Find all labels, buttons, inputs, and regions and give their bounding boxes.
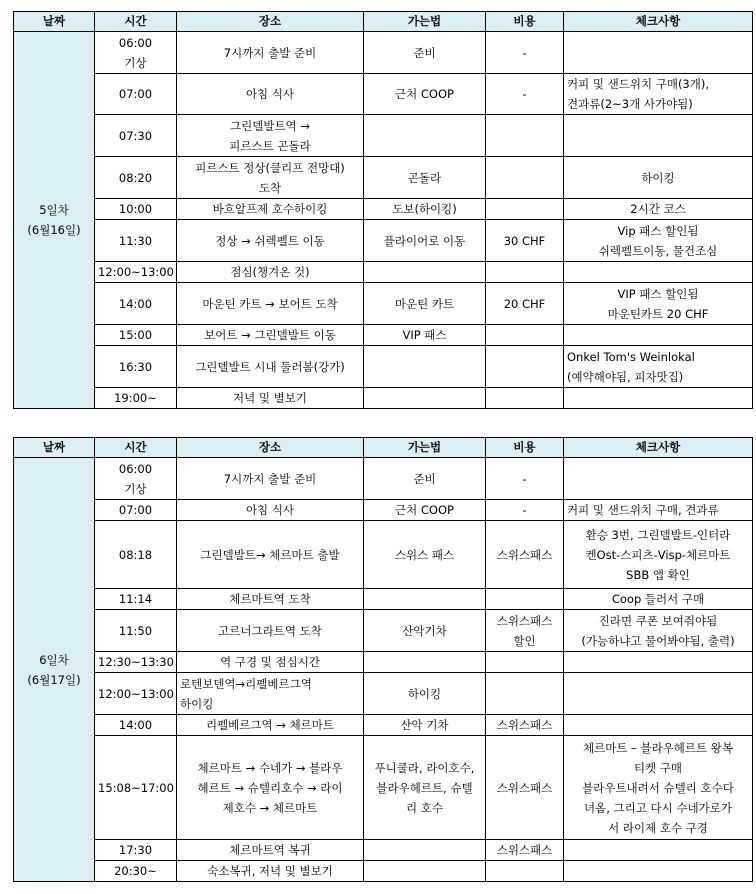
time-cell — [95, 388, 177, 409]
check-cell — [564, 262, 753, 283]
cost-cell — [486, 115, 564, 157]
table-row — [14, 610, 753, 652]
time-cell — [95, 115, 177, 157]
cell-text: 쉬렉펠트이동, 물건조심 — [598, 243, 718, 258]
cost-cell — [486, 325, 564, 346]
cell-text: Coop 들러서 구매 — [611, 592, 705, 606]
cell-text: 아침 식사 — [245, 87, 295, 101]
check-cell — [564, 220, 753, 262]
cell-text: - — [522, 45, 527, 60]
cost-cell — [486, 589, 564, 610]
time-cell — [95, 840, 177, 861]
time-cell — [95, 861, 177, 882]
cell-text: 스위스패스 — [496, 547, 553, 562]
cost-cell — [486, 74, 564, 115]
header-check: 체크사항 — [564, 438, 753, 458]
cell-text: 켄Ost-스피츠-Visp-체르마트 — [585, 547, 731, 562]
cost-cell — [486, 610, 564, 652]
schedule-table-day6 — [13, 437, 753, 882]
check-cell — [564, 500, 753, 521]
time-cell — [95, 262, 177, 283]
place-cell — [177, 32, 364, 74]
cell-text: 티켓 구매 — [633, 760, 683, 775]
how-cell — [364, 199, 486, 220]
place-cell — [177, 325, 364, 346]
cell-text: 15:08~17:00 — [98, 780, 174, 795]
cell-text: 11:50 — [118, 623, 153, 638]
cell-text: 2시간 코스 — [630, 202, 686, 216]
cell-text: 14:00 — [118, 296, 153, 311]
time-cell — [95, 589, 177, 610]
time-cell — [95, 610, 177, 652]
cell-text: 곤돌라 — [407, 170, 442, 185]
cost-cell — [486, 715, 564, 736]
place-cell — [177, 715, 364, 736]
check-cell — [564, 325, 753, 346]
place-cell — [177, 736, 364, 840]
table-row — [14, 220, 753, 262]
day-cell — [14, 32, 95, 409]
cell-text: 16:30 — [118, 359, 153, 374]
cell-text: 체르마트 – 블라우헤르트 왕복 — [582, 740, 734, 755]
cost-cell — [486, 521, 564, 589]
cell-text: Vip 패스 할인됨 — [617, 223, 699, 238]
cost-cell — [486, 32, 564, 74]
cell-text: 14:00 — [118, 718, 153, 732]
cost-cell — [486, 500, 564, 521]
time-cell — [95, 157, 177, 199]
how-cell — [364, 500, 486, 521]
place-cell — [177, 346, 364, 388]
check-cell — [564, 458, 753, 500]
time-cell — [95, 458, 177, 500]
how-cell — [364, 736, 486, 840]
cell-text: 스위스패스 — [496, 780, 553, 795]
how-cell — [364, 589, 486, 610]
cell-text: 로텐보덴역→리펠베르그역 — [180, 676, 312, 691]
time-cell — [95, 283, 177, 325]
cost-cell — [486, 199, 564, 220]
table-row — [14, 262, 753, 283]
cell-text: (6월16일) — [27, 223, 81, 237]
cell-text: 11:14 — [118, 592, 153, 606]
how-cell — [364, 715, 486, 736]
cell-text: 블라우헤르트, 슈텔 — [376, 780, 473, 795]
cell-text: 리펠베르그역 → 체르마트 — [205, 718, 335, 732]
table-row — [14, 861, 753, 882]
cell-text: 플라이어로 이동 — [383, 233, 466, 248]
cell-text: 근처 COOP — [395, 87, 454, 101]
time-cell — [95, 736, 177, 840]
cost-cell — [486, 652, 564, 673]
table-header-row — [14, 12, 753, 32]
cost-cell — [486, 840, 564, 861]
cost-cell — [486, 861, 564, 882]
how-cell — [364, 458, 486, 500]
cell-text: 06:00 — [118, 35, 153, 50]
cell-text: - — [522, 87, 527, 101]
table-row — [14, 652, 753, 673]
check-cell — [564, 199, 753, 220]
time-cell — [95, 74, 177, 115]
cell-text: VIP 패스 — [402, 328, 447, 342]
place-cell — [177, 220, 364, 262]
cell-text: 숙소복귀, 저녁 및 별보기 — [207, 864, 333, 878]
cell-text: 준비 — [413, 471, 436, 486]
cell-text: 커피 및 샌드위치 구매(3개), — [567, 77, 710, 91]
cell-text: 17:30 — [118, 843, 153, 857]
table-row — [14, 840, 753, 861]
table-row — [14, 715, 753, 736]
cell-text: 점심(챙겨온 것) — [230, 265, 310, 279]
cell-text: 체르마트 → 수네가 → 블라우 — [197, 760, 343, 775]
check-cell — [564, 673, 753, 715]
time-cell — [95, 199, 177, 220]
cell-text: 블라우트내려서 슈텔리 호수다 — [582, 780, 734, 795]
place-cell — [177, 652, 364, 673]
table-row — [14, 589, 753, 610]
place-cell — [177, 115, 364, 157]
cell-text: 헤르트 → 슈텔리호수 → 라이 — [197, 780, 343, 795]
check-cell — [564, 346, 753, 388]
cell-text: 07:00 — [118, 87, 153, 101]
cell-text: 근처 COOP — [395, 503, 454, 517]
cell-text: 20 CHF — [503, 296, 546, 311]
check-cell — [564, 736, 753, 840]
cell-text: 바흐알프제 호수하이킹 — [212, 202, 328, 216]
cell-text: 산악 기차 — [400, 718, 449, 732]
time-cell — [95, 220, 177, 262]
cell-text: 역 구경 및 점심시간 — [220, 655, 320, 669]
cell-text: 정상 → 쉬렉펠트 이동 — [215, 233, 325, 248]
cell-text: 30 CHF — [503, 233, 546, 248]
cost-cell — [486, 673, 564, 715]
cell-text: - — [522, 471, 527, 486]
cell-text: 서 라이제 호수 구경 — [608, 820, 708, 835]
place-cell — [177, 74, 364, 115]
cell-text: 스위스패스 — [496, 613, 553, 628]
cell-text: 준비 — [413, 45, 436, 60]
check-cell — [564, 283, 753, 325]
cell-text: 19:00~ — [114, 391, 157, 405]
cell-text: 10:00 — [118, 202, 153, 216]
cell-text: 08:18 — [118, 547, 153, 562]
header-check: 체크사항 — [564, 12, 753, 32]
header-time: 시간 — [95, 12, 177, 32]
how-cell — [364, 220, 486, 262]
cell-text: 리 호수 — [406, 800, 443, 815]
cell-text: SBB 앱 확인 — [626, 567, 690, 582]
table-row — [14, 521, 753, 589]
cell-text: 하이킹 — [641, 170, 675, 185]
cell-text: 푸니쿨라, 라이호수, — [374, 760, 475, 775]
check-cell — [564, 157, 753, 199]
cell-text: 15:00 — [118, 328, 153, 342]
header-cost: 비용 — [486, 438, 564, 458]
place-cell — [177, 840, 364, 861]
cell-text: - — [522, 503, 527, 517]
table-row — [14, 74, 753, 115]
cell-text: 진라면 쿠폰 보여줘야됨 — [598, 613, 718, 628]
place-cell — [177, 521, 364, 589]
cell-text: 도보(하이킹) — [392, 202, 457, 216]
table-header-row — [14, 438, 753, 458]
place-cell — [177, 262, 364, 283]
table-row — [14, 458, 753, 500]
how-cell — [364, 262, 486, 283]
table-row — [14, 283, 753, 325]
cell-text: (가능하냐고 물어봐야됨, 출력) — [581, 633, 735, 648]
how-cell — [364, 74, 486, 115]
cell-text: 체르마트역 복귀 — [229, 843, 311, 857]
cell-text: (6월17일) — [27, 672, 81, 687]
how-cell — [364, 115, 486, 157]
check-cell — [564, 840, 753, 861]
check-cell — [564, 861, 753, 882]
check-cell — [564, 115, 753, 157]
how-cell — [364, 32, 486, 74]
cost-cell — [486, 458, 564, 500]
time-cell — [95, 346, 177, 388]
cell-text: 녀옴, 그리고 다시 수네가로가 — [584, 800, 732, 815]
header-place: 장소 — [177, 12, 364, 32]
time-cell — [95, 715, 177, 736]
cost-cell — [486, 157, 564, 199]
table-row — [14, 157, 753, 199]
day-cell — [14, 458, 95, 882]
place-cell — [177, 610, 364, 652]
cell-text: 5일차 — [39, 203, 69, 217]
place-cell — [177, 458, 364, 500]
check-cell — [564, 74, 753, 115]
check-cell — [564, 652, 753, 673]
cell-text: 피르스트 정상(클리프 전망대) — [195, 160, 345, 175]
table-row — [14, 199, 753, 220]
cell-text: 환승 3번, 그린델발트-인터라 — [585, 527, 731, 542]
cost-cell — [486, 220, 564, 262]
place-cell — [177, 861, 364, 882]
cell-text: 08:20 — [118, 170, 153, 185]
table-row — [14, 736, 753, 840]
how-cell — [364, 610, 486, 652]
how-cell — [364, 652, 486, 673]
cell-text: 마운틴 카트 → 보어트 도착 — [202, 296, 338, 311]
cell-text: 하이킹 — [180, 696, 214, 711]
cell-text: 고르너그라트역 도착 — [218, 623, 322, 638]
cell-text: 6일차 — [39, 652, 69, 667]
cell-text: 도착 — [258, 180, 282, 195]
cost-cell — [486, 346, 564, 388]
table-row — [14, 388, 753, 409]
cost-cell — [486, 736, 564, 840]
cell-text: 기상 — [124, 55, 147, 70]
cell-text: 그린델발트 시내 둘러봄(강가) — [195, 359, 345, 374]
how-cell — [364, 325, 486, 346]
cell-text: 산악기차 — [402, 623, 447, 638]
check-cell — [564, 715, 753, 736]
header-cost: 비용 — [486, 12, 564, 32]
cell-text: 7시까지 출발 준비 — [223, 45, 317, 60]
header-date: 날짜 — [14, 438, 95, 458]
table-row — [14, 115, 753, 157]
table-row — [14, 32, 753, 74]
check-cell — [564, 388, 753, 409]
cell-text: 그린델발트역 → — [230, 118, 310, 133]
time-cell — [95, 325, 177, 346]
check-cell — [564, 610, 753, 652]
cell-text: Onkel Tom's Weinlokal — [567, 349, 695, 364]
cell-text: 피르스트 곤돌라 — [229, 138, 311, 153]
cell-text: 제호수 → 체르마트 — [222, 800, 318, 815]
cell-text: 스위스 패스 — [394, 547, 455, 562]
header-date: 날짜 — [14, 12, 95, 32]
cell-text: 체르마트역 도착 — [229, 592, 311, 606]
time-cell — [95, 521, 177, 589]
how-cell — [364, 157, 486, 199]
cell-text: 11:30 — [118, 233, 153, 248]
how-cell — [364, 521, 486, 589]
cell-text: 12:00~13:00 — [98, 686, 174, 701]
how-cell — [364, 346, 486, 388]
cell-text: 07:00 — [118, 503, 153, 517]
cell-text: 12:00~13:00 — [98, 265, 174, 279]
time-cell — [95, 652, 177, 673]
cell-text: 06:00 — [118, 461, 153, 476]
table-row — [14, 325, 753, 346]
check-cell — [564, 589, 753, 610]
cell-text: VIP 패스 할인됨 — [617, 286, 699, 301]
how-cell — [364, 673, 486, 715]
table-row — [14, 500, 753, 521]
cell-text: 커피 및 샌드위치 구매, 견과류 — [567, 503, 719, 517]
cell-text: 저녁 및 별보기 — [233, 391, 307, 405]
cell-text: 마운틴카트 20 CHF — [607, 306, 709, 321]
cost-cell — [486, 388, 564, 409]
header-place: 장소 — [177, 438, 364, 458]
table-row — [14, 673, 753, 715]
place-cell — [177, 500, 364, 521]
schedule-table-day5 — [13, 11, 753, 409]
how-cell — [364, 861, 486, 882]
place-cell — [177, 388, 364, 409]
cell-text: 견과류(2~3개 사가야됨) — [567, 97, 693, 111]
place-cell — [177, 283, 364, 325]
place-cell — [177, 199, 364, 220]
cell-text: 20:30~ — [114, 864, 157, 878]
cell-text: 마운틴 카트 — [394, 296, 455, 311]
how-cell — [364, 840, 486, 861]
header-time: 시간 — [95, 438, 177, 458]
cell-text: 아침 식사 — [245, 503, 295, 517]
cell-text: 하이킹 — [407, 686, 442, 701]
cell-text: 7시까지 출발 준비 — [223, 471, 317, 486]
time-cell — [95, 32, 177, 74]
how-cell — [364, 283, 486, 325]
how-cell — [364, 388, 486, 409]
place-cell — [177, 157, 364, 199]
cell-text: 그린델발트→ 체르마트 출발 — [200, 547, 340, 562]
cell-text: 기상 — [124, 481, 147, 496]
cost-cell — [486, 262, 564, 283]
cell-text: 스위스패스 — [496, 843, 553, 857]
table-row — [14, 346, 753, 388]
check-cell — [564, 521, 753, 589]
time-cell — [95, 500, 177, 521]
header-how: 가는법 — [364, 12, 486, 32]
cell-text: 07:30 — [118, 128, 153, 143]
cell-text: 12:30~13:30 — [98, 655, 174, 669]
cell-text: 보어트 → 그린델발트 이동 — [204, 328, 336, 342]
cell-text: 할인 — [513, 633, 536, 648]
cell-text: 스위스패스 — [496, 718, 553, 732]
header-how: 가는법 — [364, 438, 486, 458]
place-cell — [177, 589, 364, 610]
cell-text: (예약해야됨, 피자맛집) — [567, 369, 684, 384]
check-cell — [564, 32, 753, 74]
time-cell — [95, 673, 177, 715]
cost-cell — [486, 283, 564, 325]
place-cell — [177, 673, 364, 715]
